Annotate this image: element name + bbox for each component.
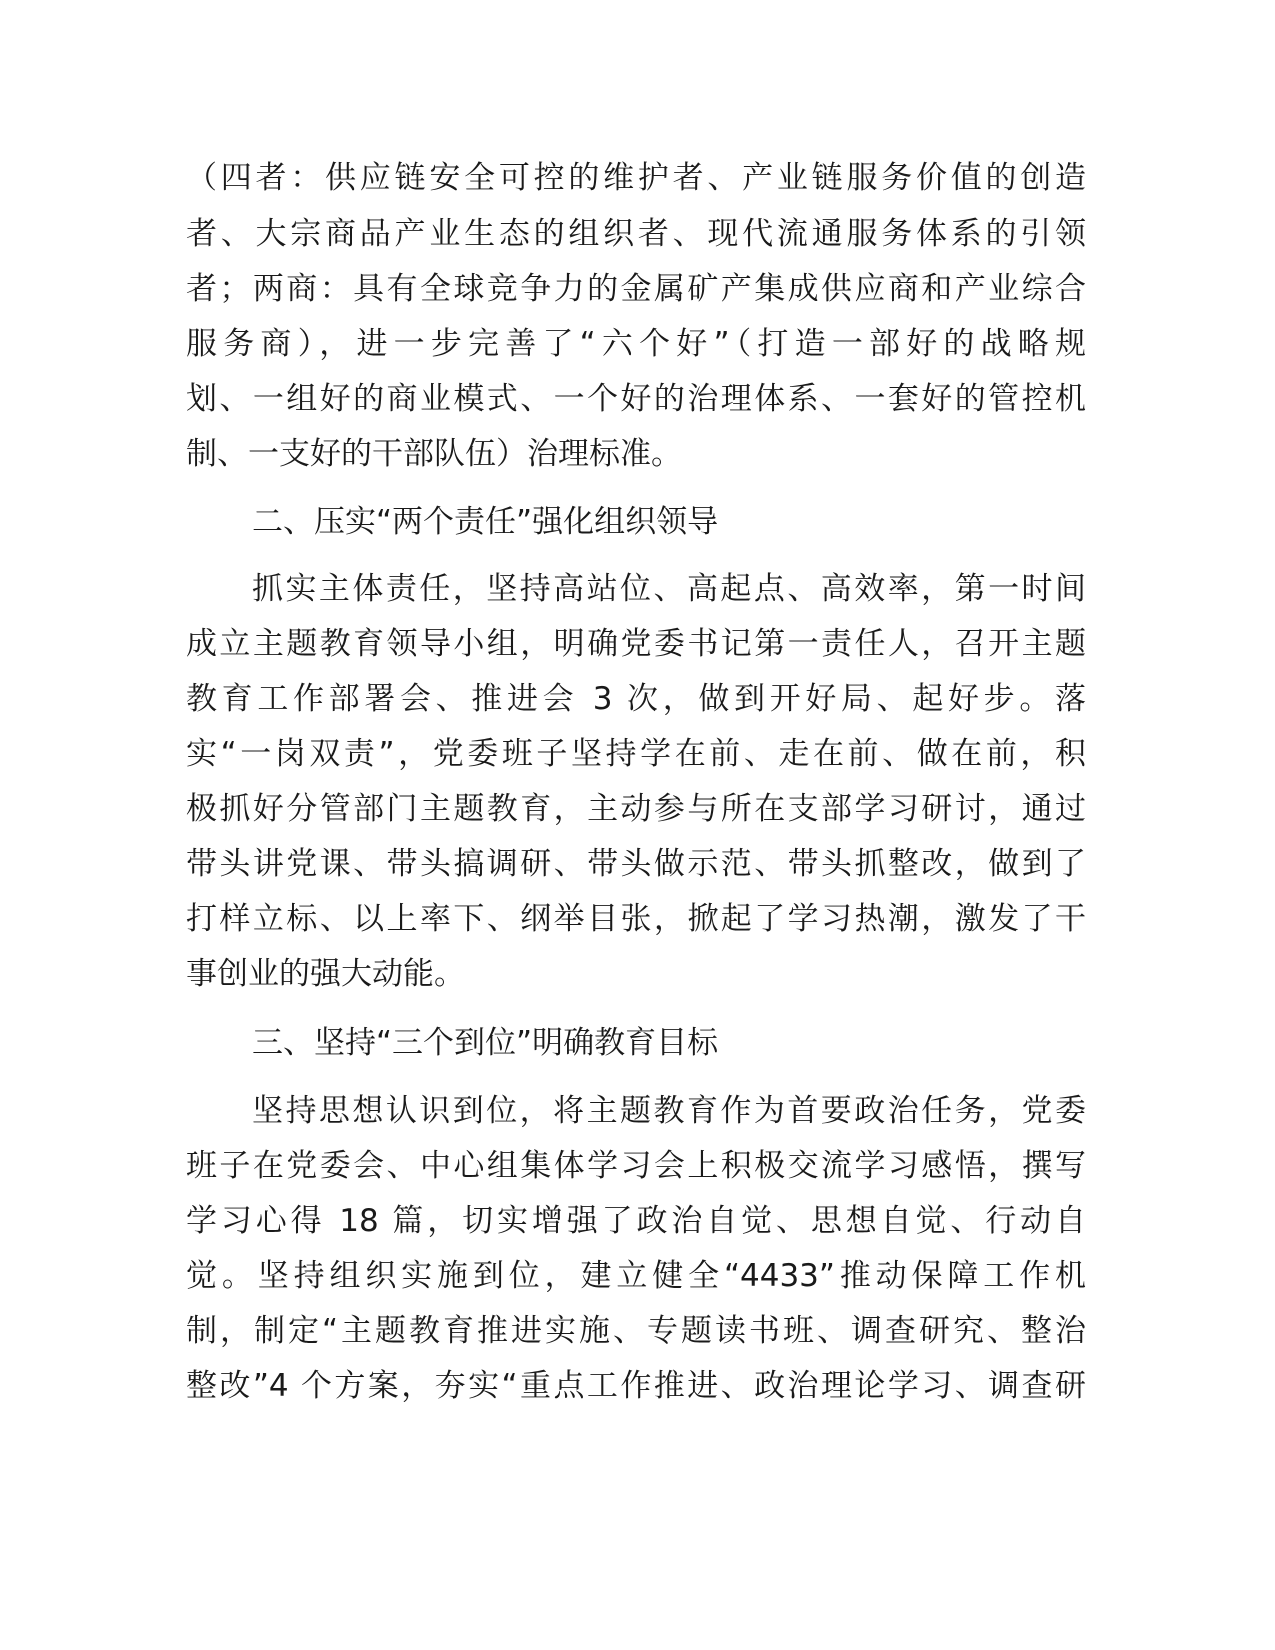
text-line-1: （四者：供应链安全可控的维护者、产业链服务价值的创造 <box>186 160 1086 196</box>
text-line-2: 者、大宗商品产业生态的组织者、现代流通服务体系的引领 <box>186 216 1086 252</box>
text-line-11: 实“一岗双责”，党委班子坚持学在前、走在前、做在前，积 <box>186 736 1086 772</box>
text-line-6: 制、一支好的干部队伍）治理标准。 <box>186 436 682 472</box>
text-line-21: 制，制定“主题教育推进实施、专题读书班、调查研究、整治 <box>186 1313 1086 1349</box>
text-line-9: 成立主题教育领导小组，明确党委书记第一责任人，召开主题 <box>186 626 1086 662</box>
text-line-13: 带头讲党课、带头搞调研、带头做示范、带头抓整改，做到了 <box>186 846 1086 882</box>
text-line-14: 打样立标、以上率下、纲举目张，掀起了学习热潮，激发了干 <box>186 901 1086 937</box>
section-heading-3: 三、坚持“三个到位”明确教育目标 <box>252 1025 719 1061</box>
text-line-8: 抓实主体责任，坚持高站位、高起点、高效率，第一时间 <box>252 571 1086 607</box>
text-line-5: 划、一组好的商业模式、一个好的治理体系、一套好的管控机 <box>186 381 1086 417</box>
text-line-4: 服务商），进一步完善了“六个好”（打造一部好的战略规 <box>186 326 1086 362</box>
text-line-15: 事创业的强大动能。 <box>186 956 465 992</box>
text-line-20: 觉。坚持组织实施到位，建立健全“4433”推动保障工作机 <box>186 1258 1086 1294</box>
text-line-17: 坚持思想认识到位，将主题教育作为首要政治任务，党委 <box>252 1093 1086 1129</box>
text-line-18: 班子在党委会、中心组集体学习会上积极交流学习感悟，撰写 <box>186 1148 1086 1184</box>
text-line-19: 学习心得 18 篇，切实增强了政治自觉、思想自觉、行动自 <box>186 1203 1086 1239</box>
text-line-12: 极抓好分管部门主题教育，主动参与所在支部学习研讨，通过 <box>186 791 1086 827</box>
text-line-22: 整改”4 个方案，夯实“重点工作推进、政治理论学习、调查研 <box>186 1368 1086 1404</box>
section-heading-2: 二、压实“两个责任”强化组织领导 <box>252 504 719 540</box>
text-line-3: 者；两商：具有全球竞争力的金属矿产集成供应商和产业综合 <box>186 271 1086 307</box>
text-line-10: 教育工作部署会、推进会 3 次，做到开好局、起好步。落 <box>186 681 1086 717</box>
